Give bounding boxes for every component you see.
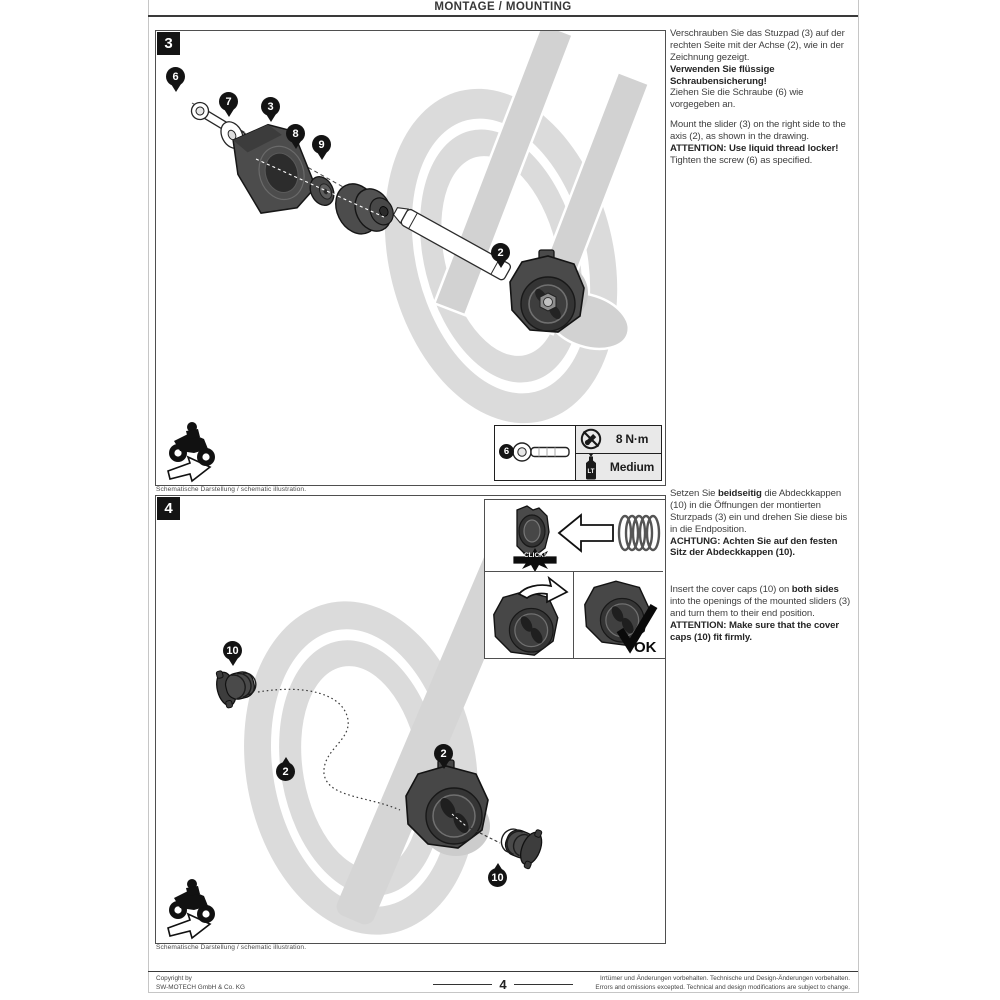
torque-screw-cell xyxy=(495,426,576,480)
cover-cap-right xyxy=(495,818,547,870)
step4-caption: Schematische Darstellung / schematic illustration. xyxy=(156,944,307,951)
torque-spec-box xyxy=(494,425,662,481)
inset-insert-drawing xyxy=(485,500,663,571)
footer-copyright: Copyright by SW-MOTECH GmbH & Co. KG xyxy=(156,975,246,991)
callout-axle-2: 2 xyxy=(491,243,510,262)
step3-text-english: Mount the slider (3) on the right side to the axis (2), as shown in the drawing. ATTENTION: Use liquid thread locker! Tighten the screw (6) as specified. xyxy=(670,119,846,166)
bottle-label: LT xyxy=(587,468,595,475)
page-title: MONTAGE / MOUNTING xyxy=(434,1,572,13)
page-number: 4 xyxy=(433,977,573,992)
callout-cap-left-10: 10 xyxy=(223,641,242,660)
inset-rotate-drawing xyxy=(485,572,573,658)
callout-cap-right-10: 10 xyxy=(488,868,507,887)
inset-insert-cell xyxy=(485,500,663,572)
step4-text-english: Insert the cover caps (10) on both sides into the openings of the mounted sliders (3) and turn them to their end position. ATTENTION: Make sure that the cover caps (10) fit firmly. xyxy=(670,584,851,643)
torque-wrench-icon xyxy=(579,427,603,451)
callout-screw-6: 6 xyxy=(166,67,185,86)
callout-axle-2: 2 xyxy=(276,762,295,781)
inset-ok-drawing xyxy=(574,572,663,658)
header-rule xyxy=(148,15,858,17)
torque-screw-ref-badge: 6 xyxy=(499,444,514,459)
motorcycle-direction-icon xyxy=(168,879,215,938)
page-number-dash-left xyxy=(433,984,492,985)
page-number-dash-right xyxy=(514,984,573,985)
callout-washer-7: 7 xyxy=(219,92,238,111)
spring-icon xyxy=(619,516,659,550)
footer-rule xyxy=(148,971,858,972)
thread-locker-bottle-icon xyxy=(582,454,600,480)
step4-text-german: Setzen Sie beidseitig die Abdeckkappen (10) in die Öffnungen der montierten Sturzpads (3) ein und drehen Sie diese bis in die Endposition. ACHTUNG: Achten Sie auf den festen Sitz der Abdeckkappen (10). xyxy=(670,488,848,559)
step4-number-badge: 4 xyxy=(157,497,180,520)
torque-value: 8 N·m xyxy=(615,432,649,447)
step3-text-german: Verschrauben Sie das Stuzpad (3) auf der rechten Seite mit der Achse (2), wie in der Zeichnung gezeigt. Verwenden Sie flüssige Schraubensicherung! Ziehen Sie die Schraube (6) wie vorgegeben an. xyxy=(670,28,845,111)
inset-ok-cell xyxy=(574,572,663,658)
step4-panel xyxy=(155,495,666,944)
cap-detail-inset xyxy=(484,499,666,659)
torque-value-row xyxy=(576,426,661,453)
ok-label: OK xyxy=(634,639,657,656)
step3-number-badge: 3 xyxy=(157,32,180,55)
step3-panel xyxy=(155,30,666,486)
step3-caption: Schematische Darstellung / schematic illustration. xyxy=(156,486,307,493)
callout-slider-3: 3 xyxy=(261,97,280,116)
inset-rotate-cell xyxy=(485,572,574,658)
footer-disclaimer: Irrtümer und Änderungen vorbehalten. Technische und Design-Änderungen vorbehalten. Errors and omissions excepted. Technical and design modifications are subject to change. xyxy=(595,975,850,991)
insert-arrow-icon xyxy=(559,515,613,551)
click-label: CLICK! xyxy=(523,552,547,559)
callout-slider-2: 2 xyxy=(434,744,453,763)
motorcycle-direction-icon xyxy=(168,422,215,481)
callout-damper-9: 9 xyxy=(312,135,331,154)
callout-spacer-8: 8 xyxy=(286,124,305,143)
thread-locker-value: Medium xyxy=(609,459,655,474)
thread-locker-row xyxy=(576,453,661,481)
